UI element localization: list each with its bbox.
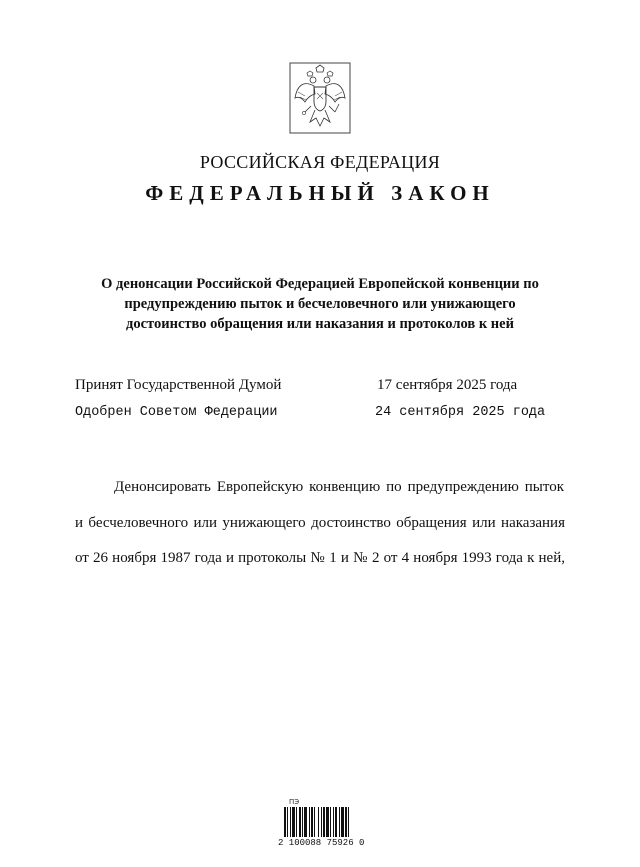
barcode-bar xyxy=(292,807,295,837)
barcode-bar xyxy=(330,807,331,837)
adoption-label: Одобрен Советом Федерации xyxy=(75,405,278,420)
barcode-bar xyxy=(339,807,340,837)
law-title-line: О денонсации Российской Федерацией Европейской конвенции по xyxy=(101,276,539,292)
body-paragraph-line: и бесчеловечного или унижающего достоинство обращения или наказания xyxy=(75,515,565,531)
adoption-date: 24 сентября 2025 года xyxy=(375,405,546,420)
barcode-bar xyxy=(290,807,291,837)
barcode-bar xyxy=(335,807,337,837)
barcode-bar xyxy=(302,807,303,837)
barcode-bar xyxy=(311,807,313,837)
body-paragraph-line: Денонсировать Европейскую конвенцию по предупреждению пыток xyxy=(114,479,564,495)
barcode-bar xyxy=(341,807,344,837)
law-title-line: предупреждению пыток и бесчеловечного или унижающего xyxy=(124,296,516,312)
document-type: ФЕДЕРАЛЬНЫЙ ЗАКОН xyxy=(145,181,495,205)
barcode-bar xyxy=(284,807,286,837)
barcode-bar xyxy=(326,807,329,837)
barcode-bar xyxy=(321,807,322,837)
coat-of-arms-icon xyxy=(289,62,351,134)
barcode xyxy=(278,798,368,860)
barcode-bar xyxy=(333,807,334,837)
barcode-bar xyxy=(309,807,310,837)
adoption-date: 17 сентября 2025 года xyxy=(377,377,518,393)
law-title-line: достоинство обращения или наказания и протоколов к ней xyxy=(126,316,514,332)
barcode-bar xyxy=(345,807,347,837)
barcode-bar xyxy=(287,807,288,837)
barcode-bar xyxy=(304,807,307,837)
adoption-label: Принят Государственной Думой xyxy=(75,377,282,393)
body-paragraph-line: от 26 ноября 1987 года и протоколы № 1 и № 2 от 4 ноября 1993 года к ней, xyxy=(75,550,565,566)
barcode-number: 2 100088 75926 0 xyxy=(278,838,365,848)
barcode-bar xyxy=(318,807,319,837)
barcode-bar xyxy=(348,807,349,837)
barcode-bar xyxy=(296,807,297,837)
barcode-bar xyxy=(299,807,301,837)
country-name: РОССИЙСКАЯ ФЕДЕРАЦИЯ xyxy=(199,152,441,172)
law-title xyxy=(60,274,580,334)
barcode-mark: ПЭ xyxy=(289,798,300,806)
barcode-bar xyxy=(323,807,325,837)
barcode-bar xyxy=(314,807,315,837)
barcode-bars xyxy=(284,807,364,837)
